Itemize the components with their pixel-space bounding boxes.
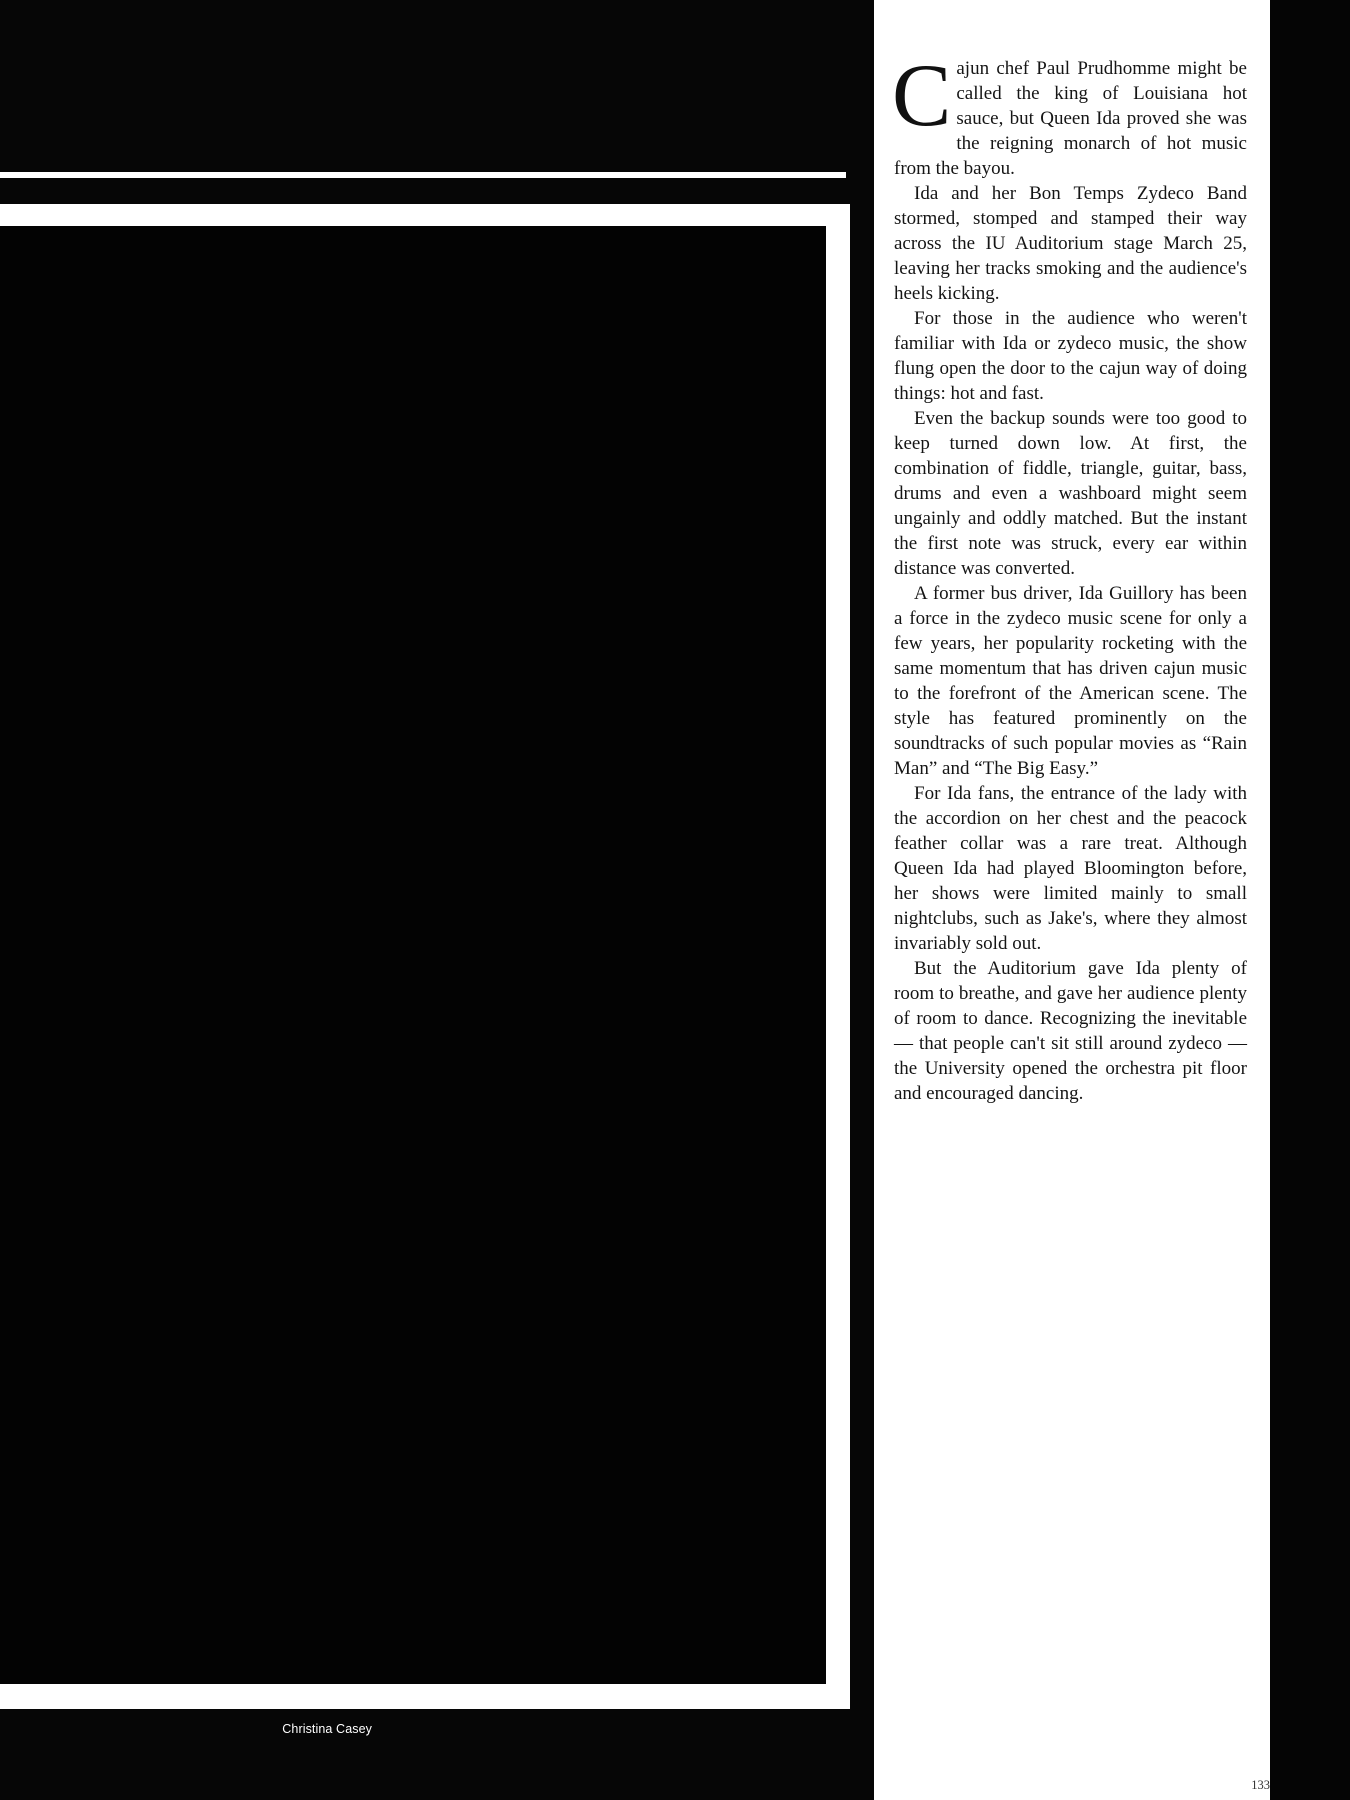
article-body (892, 47, 1247, 1106)
photo-credit: Christina Casey (282, 1722, 372, 1736)
paragraph-text: ajun chef Paul Prudhomme might be called the king of Louisiana hot sauce, but Queen Ida proved she was the reigning monarch of hot music from the bayou. (894, 58, 1247, 179)
article-column (874, 0, 1270, 1800)
drop-cap: C (892, 47, 952, 145)
article-paragraph-1 (892, 47, 1247, 181)
right-margin-strip (1270, 0, 1350, 1800)
article-paragraph-5: A former bus driver, Ida Guillory has been a force in the zydeco music scene for only a few years, her popularity rocketing with the same momentum that has driven cajun music to the forefront of the American scene. The style has featured prominently on the soundtracks of such popular movies as “Rain Man” and “The Big Easy.” (894, 583, 1247, 779)
article-paragraph-7: But the Auditorium gave Ida plenty of room to breathe, and gave her audience plenty of room to dance. Recognizing the inevitable — that people can't sit still around zydeco — the University opened the orchestra pit floor and encouraged dancing. (894, 958, 1247, 1104)
article-paragraph-2: Ida and her Bon Temps Zydeco Band stormed, stomped and stamped their way across the IU Auditorium stage March 25, leaving her tracks smoking and the audience's heels kicking. (894, 183, 1247, 304)
article-paragraph-3: For those in the audience who weren't familiar with Ida or zydeco music, the show flung open the door to the cajun way of doing things: hot and fast. (894, 308, 1247, 404)
article-paragraph-6: For Ida fans, the entrance of the lady with the accordion on her chest and the peacock feather collar was a rare treat. Although Queen Ida had played Bloomington before, her shows were limited mainly to small nightclubs, such as Jake's, where they almost invariably sold out. (894, 783, 1247, 954)
photo-frame (0, 204, 850, 1709)
horizontal-rule (0, 172, 846, 178)
photo (0, 226, 826, 1684)
article-paragraph-4: Even the backup sounds were too good to keep turned down low. At first, the combination of fiddle, triangle, guitar, bass, drums and even a washboard might seem ungainly and oddly matched. But the instant the first note was struck, every ear within distance was converted. (894, 408, 1247, 579)
page-number: 133 (1251, 1778, 1270, 1792)
